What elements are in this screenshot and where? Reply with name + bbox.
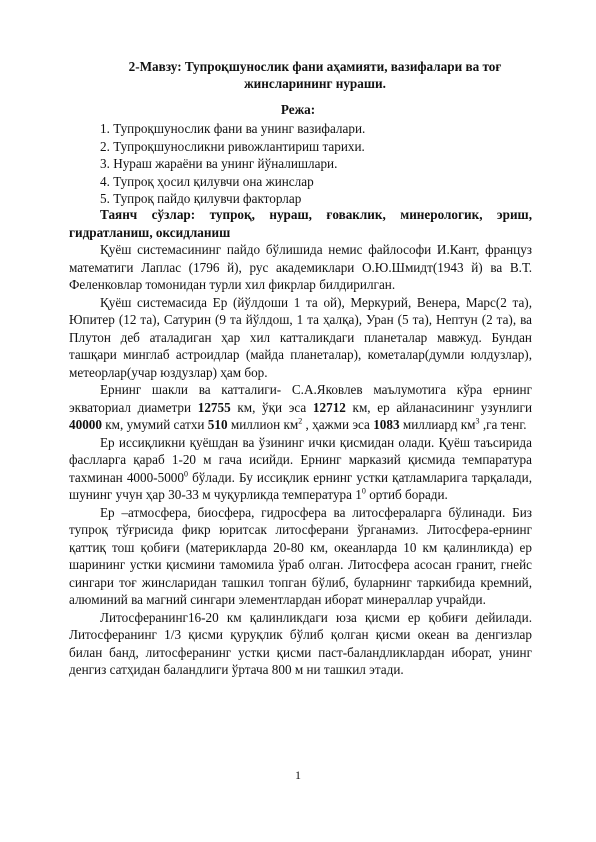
- keywords-paragraph: [69, 206, 532, 241]
- plan-item: 3. Нураш жараёни ва унинг йўналишлари.: [100, 156, 338, 172]
- paragraph-earth-dimensions: Ернинг шакли ва катталиги- С.А.Яковлев маълумотига кўра ернинг экваториал диаметри 12755 км, ўқи эса 12712 км, ер айланасининг узунлиги 40000 км, умумий сатхи 510 миллион $км^2$ , ҳажми эса 1083 миллиард $км^3$ ,га тенг.: [69, 382, 533, 432]
- body-text: [69, 206, 532, 679]
- keywords-label: Таянч сўзлар:: [100, 207, 196, 222]
- equatorial-diameter-value: 12755: [197, 399, 231, 415]
- page-title: 2-Мавзу: Тупроқшунослик фани аҳамияти, вазифалари ва тоғ жинсларининг нураши.: [128, 59, 502, 91]
- plan-item: 2. Тупроқшуносликни ривожлантириш тарихи.: [100, 138, 365, 154]
- plan-item: 1. Тупроқшунослик фани ва унинг вазифалари.: [100, 121, 366, 136]
- keywords-text: тупроқ, нураш, ғоваклик, минерологик, эриш, гидратланиш, оксидланиш: [69, 207, 532, 240]
- plan-list: [100, 120, 365, 208]
- paragraph-earth-spheres: Ер –атмосфера, биосфера, гидросфера ва литосфераларга бўлинади. Биз тупроқ тўғрисида фикр юритсак литосферани ўрганамиз. Литосфера-ернинг қаттиқ тош қобиғи (материкларда 20-80 км, океанларда 10 км қалинликда) ер шарининг устки қисмини тамомила ўраб олган. Литосфера асосан гранит, гнейс сингари тоғ жинсларидан ташкил топган бўлиб, буларнинг таркибида кремний, алюминий ва магний сингари элементлардан иборат минераллар учрайди.: [69, 504, 532, 607]
- plan-item: 5. Тупроқ пайдо қилувчи факторлар: [100, 191, 302, 207]
- plan-heading: Режа:: [280, 102, 316, 117]
- paragraph-earth-heat: Ер иссиқликни қуёшдан ва ўзининг ички қисмидан олади. Қуёш таъсирида фаслларга қараб 1-20 м гача исийди. Ернинг марказий қисмида темпаратура тахминан 4000-5000$^0$ бўлади. Бу иссиқлик ернинг устки қатламларига тарқалади, шунинг учун ҳар 30-33 м чуқурликда температура $1^0$ ортиб боради.: [69, 434, 532, 502]
- circumference-value: 40000: [69, 417, 102, 432]
- page-number: 1: [295, 768, 301, 782]
- paragraph-planets: Қуёш системасида Ер (йўлдоши 1 та ой), Меркурий, Венера, Марс(2 та), Юпитер (12 та), Сатурин (9 та йўлдош, 1 та ҳалқа), Уран (5 та), Нептун (2 та), ва Плутон деб аталадиган ҳар хил катталикдаги планеталар мавжуд. Бундан ташқари минглаб астроидлар (майда планеталар), кометалар(думли юлдузлар), метеорлар(учар юздузлар) ҳам бор.: [69, 294, 532, 380]
- paragraph-lithosphere: Литосферанинг16-20 км қалинликдаги юза қисми ер қобиғи дейилади. Литосферанинг 1/3 қисми қуруқлик бўлиб қолган қисми океан ва денгизлар билан банд, литосферанинг устки қисми паст-баландликлардан иборат, унинг денгиз сатҳидан баландлиги ўртача 800 м ни ташкил этади.: [69, 609, 532, 677]
- volume-value: 1083: [373, 417, 400, 432]
- paragraph-solar-system-origin: Қуёш системасининг пайдо бўлишида немис файлософи И.Кант, француз математиги Лаплас (1796 й), рус академиклари О.Ю.Шмидт(1943 й) ва В.Т. Феленковлар томонидан турли хил фикрлар билдирилган.: [69, 242, 532, 292]
- axis-value: 12712: [312, 399, 346, 415]
- plan-item: 4. Тупроқ ҳосил қилувчи она жинслар: [100, 173, 314, 189]
- surface-area-value: 510: [207, 417, 228, 432]
